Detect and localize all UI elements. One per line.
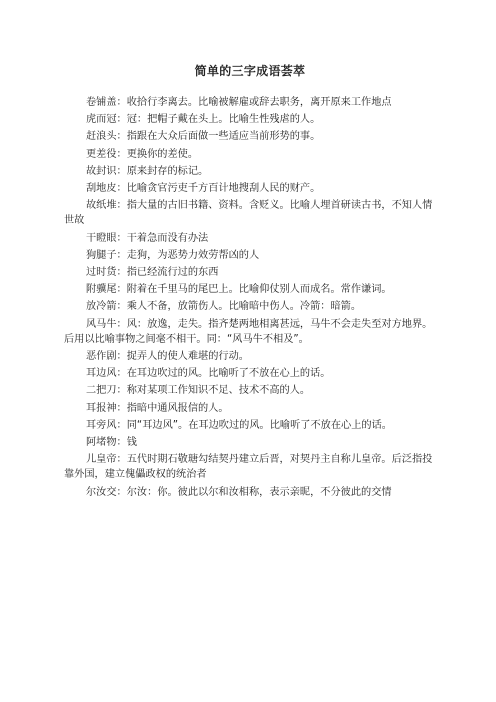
idiom-entry: 刮地皮：比喻贪官污吏千方百计地搜刮人民的财产。	[86, 183, 321, 195]
idiom-entry: 耳报神：指暗中通风报信的人。	[86, 402, 229, 414]
idiom-list	[64, 95, 436, 500]
idiom-entry: 干瞪眼：干着急而没有办法	[86, 232, 209, 244]
idiom-entry: 故封识：原来封存的标记。	[86, 165, 209, 177]
idiom-entry: 恶作剧：捉弄人的使人难堪的行动。	[86, 351, 249, 363]
document-title: 简单的三字成语荟萃	[194, 64, 306, 78]
idiom-entry: 风马牛：风：放逸，走失。指齐楚两地相离甚远，马牛不会走失至对方地界。后用以比喻事物之间毫不相干。同：“风马牛不相及”。	[64, 318, 433, 345]
idiom-entry: 更差役：更换你的差使。	[86, 148, 199, 160]
idiom-entry: 故纸堆：指大量的古旧书籍、资料。含贬义。比喻人埋首研读古书，不知人情世故	[64, 200, 433, 227]
idiom-entry: 虎而冠：冠：把帽子戴在头上。比喻生性残虐的人。	[86, 114, 321, 126]
idiom-entry: 赶浪头：指跟在大众后面做一些适应当前形势的事。	[86, 131, 321, 143]
idiom-entry: 耳边风：在耳边吹过的风。比喻听了不放在心上的话。	[86, 368, 331, 380]
idiom-entry: 儿皇帝：五代时期石敬瑭勾结契丹建立后晋，对契丹主自称儿皇帝。后泛指投靠外国，建立傀儡政权的统治者	[64, 454, 433, 481]
idiom-entry: 阿堵物：钱	[86, 437, 137, 449]
idiom-entry: 耳旁风：同“耳边风”。在耳边吹过的风。比喻听了不放在心上的话。	[86, 419, 392, 431]
idiom-entry: 卷铺盖：收拾行李离去。比喻被解雇或辞去职务，离开原来工作地点	[86, 97, 392, 108]
document-page	[64, 62, 436, 502]
idiom-entry: 二把刀：称对某项工作知识不足、技术不高的人。	[86, 385, 311, 397]
idiom-entry: 狗腿子：走狗，为恶势力效劳帮凶的人	[86, 249, 260, 261]
idiom-entry: 放冷箭：乘人不备，放箭伤人。比喻暗中伤人。冷箭：暗箭。	[86, 301, 362, 313]
idiom-entry: 附骥尾：附着在千里马的尾巴上。比喻仰仗别人而成名。常作谦词。	[86, 284, 392, 296]
idiom-entry: 尔汝交：尔汝：你。彼此以尔和汝相称，表示亲昵，不分彼此的交情	[86, 486, 392, 498]
idiom-entry: 过时货：指已经流行过的东西	[86, 267, 219, 279]
